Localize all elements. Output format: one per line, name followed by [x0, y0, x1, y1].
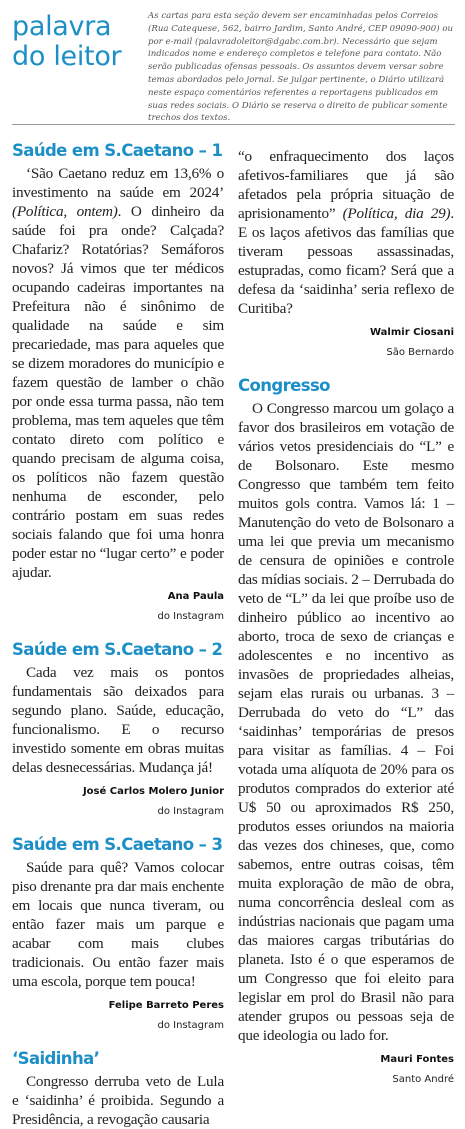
letter-body-continued: “o enfraquecimento dos laços afetivos-familiares que já são afetados pela própria situação de aprisionamento” (Política, dia 29). E os laços afetivos das famílias que tiveram pessoas assassinadas, estupradas, como ficam? Será que a defesa da ‘saidinha’ seria reflexo de Curitiba?	[238, 148, 454, 317]
letter-author: Mauri Fontes	[380, 1054, 454, 1065]
letter-congresso	[238, 375, 454, 1087]
left-column	[12, 140, 224, 1129]
letter-author: José Carlos Molero Junior	[82, 786, 224, 797]
letter-source: do Instagram	[157, 1020, 224, 1031]
letter-saude-2	[12, 639, 224, 819]
letter-body: Congresso derruba veto de Lula e ‘saidinha’ é proibida. Segundo a Presidência, a revogação causaria	[12, 1073, 224, 1128]
letter-body: Saúde para quê? Vamos colocar piso drenante pra dar mais enchente em locais que nunca tiveram, ou então fazer mais um parque e acabar com mais clubes tradicionais. Ou então fazer mais uma escola, porque tem pouca!	[12, 859, 224, 990]
letter-body: ‘São Caetano reduz em 13,6% o investimento na saúde em 2024’ (Política, ontem). O dinheiro da saúde foi pra onde? Calçada? Chafariz? Rotatórias? Semáforos novos? Já vimos que ter médicos ocupando cadeiras importantes na Prefeitura não é sinônimo de qualidade na saúde e sim precariedade, mas para aqueles que se dizem moradores do município e fazem questão de lamber o chão por onde essa turma passa, não tem problema, mas tem aqueles que têm contato direto com político e quando precisam de alguma coisa, os políticos não fazem questão nenhuma de esconder, pelo contrário postam em suas redes sociais falando que foi uma honra poder estar no “lugar certo” e poder ajudar.	[12, 165, 224, 581]
header-divider	[12, 124, 455, 125]
letter-body: Cada vez mais os pontos fundamentais são deixados para segundo plano. Saúde, educação, funcionalismo. E o recurso investido somente em obras muitas delas desnecessárias. Mudança já!	[12, 664, 224, 776]
letter-source: do Instagram	[157, 806, 224, 817]
masthead-line-2: do leitor	[12, 41, 122, 72]
letter-author: Felipe Barreto Peres	[108, 1000, 224, 1011]
letter-source: do Instagram	[157, 611, 224, 622]
letter-title: ‘Saidinha’	[12, 1049, 100, 1068]
letter-source: São Bernardo	[386, 347, 454, 358]
letter-title: Saúde em S.Caetano – 2	[12, 640, 223, 659]
letter-saude-3	[12, 834, 224, 1033]
masthead-line-1: palavra	[12, 11, 112, 42]
letter-author: Walmir Ciosani	[370, 327, 454, 338]
letter-source: Santo André	[392, 1074, 454, 1085]
letter-title: Congresso	[238, 376, 330, 395]
letter-saidinha-continued	[238, 147, 454, 360]
section-header	[12, 10, 455, 122]
letter-title: Saúde em S.Caetano – 3	[12, 835, 223, 854]
letter-body: O Congresso marcou um golaço a favor dos brasileiros em votação de vários vetos presidenciais do “L” e de Bolsonaro. Este mesmo Congresso que também tem feito muitos gols contra. Vamos lá: 1 – Manutenção do veto de Bolsonaro a uma lei que previa um mecanismo de censura de opiniões e controle das mídias sociais. 2 – Derrubada do veto de “L” da lei que proíbe uso de dinheiro público ao incentivo ao aborto, troca de sexo de crianças e adolescentes e no incentivo as invasões de propriedades alheias, sejam elas rurais ou urbanas. 3 – Derrubada do veto do “L” das ‘saidinhas’ temporárias de presos para visitar as famílias. 4 – Foi votada uma alíquota de 20% para os produtos comprados do exterior até U$ 50 ou aproximados R$ 250, produtos esses oriundos na maioria das vezes dos chineses, que, como sabemos, entre outras coisas, têm muita exploração de mão de obra, numa concorrência desleal com as indústrias nacionais que pagam uma das maiores cargas tributárias do planeta. Isto é o que esperamos de um Congresso que foi eleito para legislar em prol do Brasil não para atender grupos ou pessoas seja de que ideologia ou lado for.	[238, 400, 454, 1044]
letter-saidinha-start	[12, 1048, 224, 1129]
letter-saude-1	[12, 140, 224, 624]
right-column	[238, 147, 454, 1087]
letter-title: Saúde em S.Caetano – 1	[12, 141, 223, 160]
letter-author: Ana Paula	[167, 591, 224, 602]
section-masthead	[12, 10, 140, 122]
submission-instructions: As cartas para esta seção devem ser encaminhadas pelos Correios (Rua Catequese, 562, bairro Jardim, Santo André, CEP 09090-900) ou por e-mail (palavradoleitor@dgabc.com.br). Necessário que sejam indicados nome e endereço completos e telefone para contato. Não serão publicadas ofensas pessoais. Os assuntos devem versar sobre temas abordados pelo jornal. Se julgar pertinente, o Diário utilizará neste espaço comentários referentes a reportagens publicados em suas redes sociais. O Diário se reserva o direito de publicar somente trechos dos textos.	[148, 11, 454, 124]
